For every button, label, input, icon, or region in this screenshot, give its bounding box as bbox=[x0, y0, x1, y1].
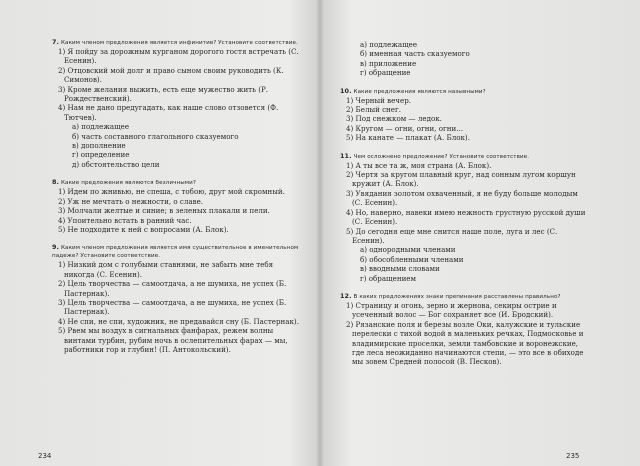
question-7 bbox=[52, 38, 302, 169]
answer-option: а) подлежащее bbox=[360, 40, 418, 49]
list-item: 2) Уж не мечтать о нежности, о славе. bbox=[58, 196, 204, 206]
list-item: 2) Чертя за кругом плавный круг, над сонным лугом коршун кружит (А. Блок). bbox=[346, 170, 576, 189]
list-item: 5) Рвем мы воздух в сигнальных фанфарах, режем волны винтами турбин, рубим ночь в ослепительных фарах — мы, работники гор и глубин! (П. Антокольский). bbox=[58, 326, 288, 354]
list-item: 3) Под снежком — ледок. bbox=[346, 114, 442, 124]
list-item: 1) Я пойду за дорожным курганом дорогого гостя встречать (С. Есенин). bbox=[58, 47, 299, 66]
list-item: 2) Рязанские поля и березы возле Оки, калужские и тульские перелески с тихой водой в маленьких речках, Подмосковье и владимирские проселки, земли тамбовские и воронежские, где леса неожиданно начинаются степи, — это все в обиходе мы зовем Средней полосой (В. Песков). bbox=[346, 319, 584, 367]
page-number-right: 235 bbox=[566, 452, 580, 460]
list-item: 4) Кругом — огни, огни, огни... bbox=[346, 123, 463, 133]
question-11 bbox=[340, 152, 586, 283]
answer-option: г) обращением bbox=[360, 273, 417, 283]
question-11-title: 11. Чем осложнено предложение? Установите соответствие. bbox=[340, 151, 530, 160]
list-item: 4) Упоительно встать в ранний час. bbox=[58, 215, 192, 225]
answer-option: б) именная часть сказуемого bbox=[360, 49, 470, 59]
list-item: 1) Страницу и огонь, зерно и жернова, секиры острие и усеченный волос — Бог сохраняет все (И. Бродский). bbox=[346, 300, 557, 320]
answer-option: б) часть составного глагольного сказуемого bbox=[72, 131, 239, 141]
question-12-title: 12. В каких предложениях знаки препинания расставлены правильно? bbox=[340, 291, 561, 300]
answer-option: в) приложение bbox=[360, 58, 417, 68]
question-9-title: 9. Каким членом предложения является имя существительное в именительном падеже? Установите соответствие. bbox=[52, 243, 299, 260]
answer-option: г) определение bbox=[72, 150, 130, 160]
list-item: 5) На канате — плакат (А. Блок). bbox=[346, 133, 470, 143]
list-item: 5) Не подходите к ней с вопросами (А. Блок). bbox=[58, 224, 229, 234]
list-item: 3) Увядания золотом охваченный, я не буду больше молодым (С. Есенин). bbox=[346, 188, 578, 208]
list-item: 4) Но, наверно, навеки имею нежность грустную русской души (С. Есенин). bbox=[346, 207, 586, 227]
question-7-title: 7. Каким членом предложения является инфинитив? Установите соответствие. bbox=[52, 38, 298, 46]
list-item: 1) Низкий дом с голубыми ставнями, не забыть мне тебя никогда (С. Есенин). bbox=[58, 260, 274, 279]
list-item: 1) Черный вечер. bbox=[346, 95, 411, 105]
answer-option: д) обстоятельство цели bbox=[72, 159, 160, 169]
question-10-title: 10. Какие предложения являются назывными? bbox=[340, 86, 486, 95]
question-9-options bbox=[340, 40, 586, 78]
list-item: 4) Нам не дано предугадать, как наше слово отзовется (Ф. Тютчев). bbox=[58, 103, 279, 122]
question-8 bbox=[52, 178, 302, 234]
question-8-title: 8. Какие предложения являются безличными? bbox=[52, 178, 196, 187]
list-item: 3) Молчали желтые и синие; в зеленых плакали и пели. bbox=[58, 206, 270, 216]
book-gutter bbox=[316, 0, 324, 466]
answer-option: а) подлежащее bbox=[72, 122, 130, 132]
list-item: 1) Идем по жнивью, не спеша, с тобою, друг мой скромный. bbox=[58, 187, 285, 197]
list-item: 3) Кроме желания выжить, есть еще мужество жить (Р. Рождественский). bbox=[58, 84, 269, 104]
question-12 bbox=[340, 292, 586, 367]
answer-option: г) обращение bbox=[360, 68, 411, 78]
list-item: 4) Не спи, не спи, художник, не предавайся сну (Б. Пастернак). bbox=[58, 316, 299, 326]
list-item: 5) До сегодня еще мне снится наше поле, луга и лес (С. Есенин). bbox=[346, 226, 558, 245]
left-page bbox=[52, 38, 302, 458]
list-item: 3) Цель творчества — самоотдача, а не шумиха, не успех (Б. Пастернак). bbox=[58, 297, 287, 317]
answer-option: а) однородными членами bbox=[360, 245, 456, 255]
answer-option: в) дополнение bbox=[72, 141, 126, 151]
list-item: 2) Цель творчества — самоотдача, а не шумиха, не успех (Б. Пастернак). bbox=[58, 279, 287, 298]
right-page bbox=[340, 40, 586, 458]
list-item: 2) Отцовский мой долг и право сыном своим руководить (К. Симонов). bbox=[58, 65, 284, 85]
answer-option: б) обособленными членами bbox=[360, 254, 464, 264]
page-number-left: 234 bbox=[38, 452, 52, 460]
question-10 bbox=[340, 87, 586, 143]
list-item: 2) Белый снег. bbox=[346, 105, 401, 115]
list-item: 1) А ты все та ж, моя страна (А. Блок). bbox=[346, 160, 492, 170]
question-9 bbox=[52, 243, 302, 354]
answer-option: в) вводными словами bbox=[360, 264, 440, 274]
